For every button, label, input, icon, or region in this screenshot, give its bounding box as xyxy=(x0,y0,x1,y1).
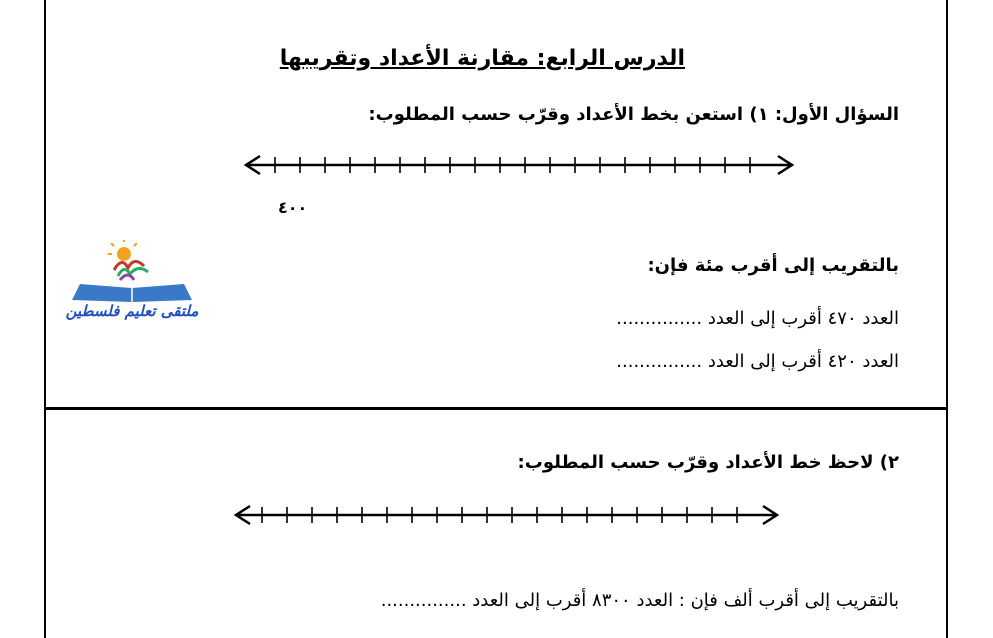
rounding-row-470: العدد ٤٧٠ أقرب إلى العدد ............... xyxy=(616,308,899,329)
open-book-icon xyxy=(52,240,212,302)
logo-text: ملتقى تعليم فلسطين xyxy=(65,302,199,320)
number-line-1 xyxy=(240,150,800,180)
number-line-1-label: ٤٠٠ xyxy=(278,198,308,217)
approx-heading-hundred: بالتقريب إلى أقرب مئة فإن: xyxy=(647,255,899,276)
rounding-row-420: العدد ٤٢٠ أقرب إلى العدد ............... xyxy=(616,351,899,372)
lesson-title: الدرس الرابع: مقارنة الأعداد وتقريبها xyxy=(279,46,685,71)
number-line-2 xyxy=(230,500,790,530)
site-logo xyxy=(52,240,212,330)
section-divider xyxy=(44,407,948,410)
question1-heading: السؤال الأول: ١) استعن بخط الأعداد وقرّب حسب المطلوب: xyxy=(368,104,899,125)
question2-heading: ٢) لاحظ خط الأعداد وقرّب حسب المطلوب: xyxy=(517,452,899,473)
rounding-row-8300: بالتقريب إلى أقرب ألف فإن : العدد ٨٣٠٠ أقرب إلى العدد ............... xyxy=(380,590,899,611)
